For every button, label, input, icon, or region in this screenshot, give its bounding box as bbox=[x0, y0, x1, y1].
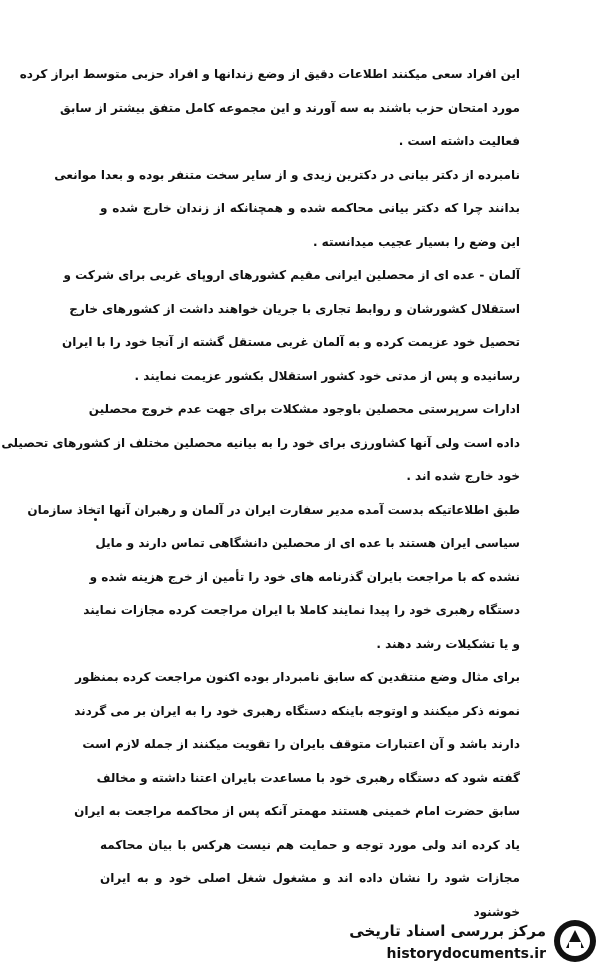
text-line: رسانیده و پس از مدتی خود کشور استقلال بکشور عزیمت نمایند . bbox=[134, 368, 520, 383]
text-line: مجازات شود را نشان داده اند و مشغول شغل اصلی خود و به ایران bbox=[100, 871, 520, 885]
text-line: خوشنود bbox=[473, 904, 520, 919]
text-line: خود خارج شده اند . bbox=[406, 469, 520, 483]
watermark-url: historydocuments.ir bbox=[386, 946, 546, 962]
text-line: ادارات سرپرستی محصلین باوجود مشکلات برای جهت عدم خروج محصلین bbox=[88, 402, 520, 416]
text-line: سیاسی ایران هستند با عده ای از محصلین دانشگاهی تماس دارند و مایل bbox=[95, 536, 520, 550]
text-line: این وضع را بسیار عجیب میدانسته . bbox=[312, 234, 520, 249]
text-line: برای مثال وضع منتقدین که سابق نامبردار بوده اکنون مراجعت کرده بمنظور bbox=[75, 670, 520, 684]
text-line: مورد امتحان حزب باشند به سه آورند و این مجموعه کامل متفق بیشتر از سابق bbox=[60, 100, 520, 115]
text-line: این افراد سعی میکنند اطلاعات دقیق از وضع زندانها و افراد حزبی متوسط ابراز کرده bbox=[19, 67, 520, 81]
ink-dot bbox=[94, 518, 97, 521]
text-line: یاد کرده اند ولی مورد توجه و حمایت هم نیست هرکس با بیان محاکمه bbox=[100, 837, 520, 852]
text-line: و یا تشکیلات رشد دهند . bbox=[376, 636, 520, 651]
text-line: استقلال کشورشان و روابط تجاری با جریان خواهند داشت از کشورهای خارج bbox=[69, 301, 520, 316]
text-line: داده است ولی آنها کشاورزی برای خود را به بیانیه محصلین مختلف از کشورهای تحصیلی bbox=[1, 435, 520, 450]
text-line: بدانند چرا که دکتر بیانی محاکمه شده و همچنانکه از زندان خارج شده و bbox=[100, 201, 520, 215]
text-line: گفته شود که دستگاه رهبری خود با مساعدت بایران اعتنا داشته و مخالف bbox=[96, 770, 520, 785]
text-line: آلمان - عده ای از محصلین ایرانی مقیم کشورهای اروپای غربی برای شرکت و bbox=[63, 268, 520, 282]
text-line: فعالیت داشته است . bbox=[398, 134, 520, 148]
text-line: نامبرده از دکتر بیانی در دکترین زیدی و از سایر سخت متنفر بوده و بعدا موانعی bbox=[54, 167, 520, 182]
text-line: سابق حضرت امام خمینی هستند مهمتر آنکه پس از محاکمه مراجعت به ایران bbox=[74, 804, 520, 818]
document-body bbox=[1, 58, 520, 929]
archive-seal-logo-icon bbox=[552, 918, 598, 964]
watermark bbox=[318, 912, 604, 972]
text-line: نشده که با مراجعت بایران گذرنامه های خود را تأمین از خرج هزینه شده و bbox=[89, 569, 520, 584]
text-line: دستگاه رهبری خود را پیدا نمایند کاملا با ایران مراجعت کرده مجازات نمایند bbox=[83, 603, 520, 617]
watermark-title: مرکز بررسی اسناد تاریخی bbox=[349, 922, 546, 940]
text-line: تحصیل خود عزیمت کرده و به آلمان غربی مستقل گشته از آنجا خود را با ایران bbox=[62, 335, 520, 349]
text-line: دارند باشد و آن اعتبارات متوقف بایران را تقویت میکنند از جمله لازم است bbox=[82, 737, 520, 751]
text-line: طبق اطلاعاتیکه بدست آمده مدیر سفارت ایران در آلمان و رهبران آنها اتخاذ سازمان bbox=[27, 502, 520, 517]
text-line: نمونه ذکر میکنند و اوتوجه باینکه دستگاه رهبری خود را به ایران بر می گردند bbox=[74, 703, 520, 718]
